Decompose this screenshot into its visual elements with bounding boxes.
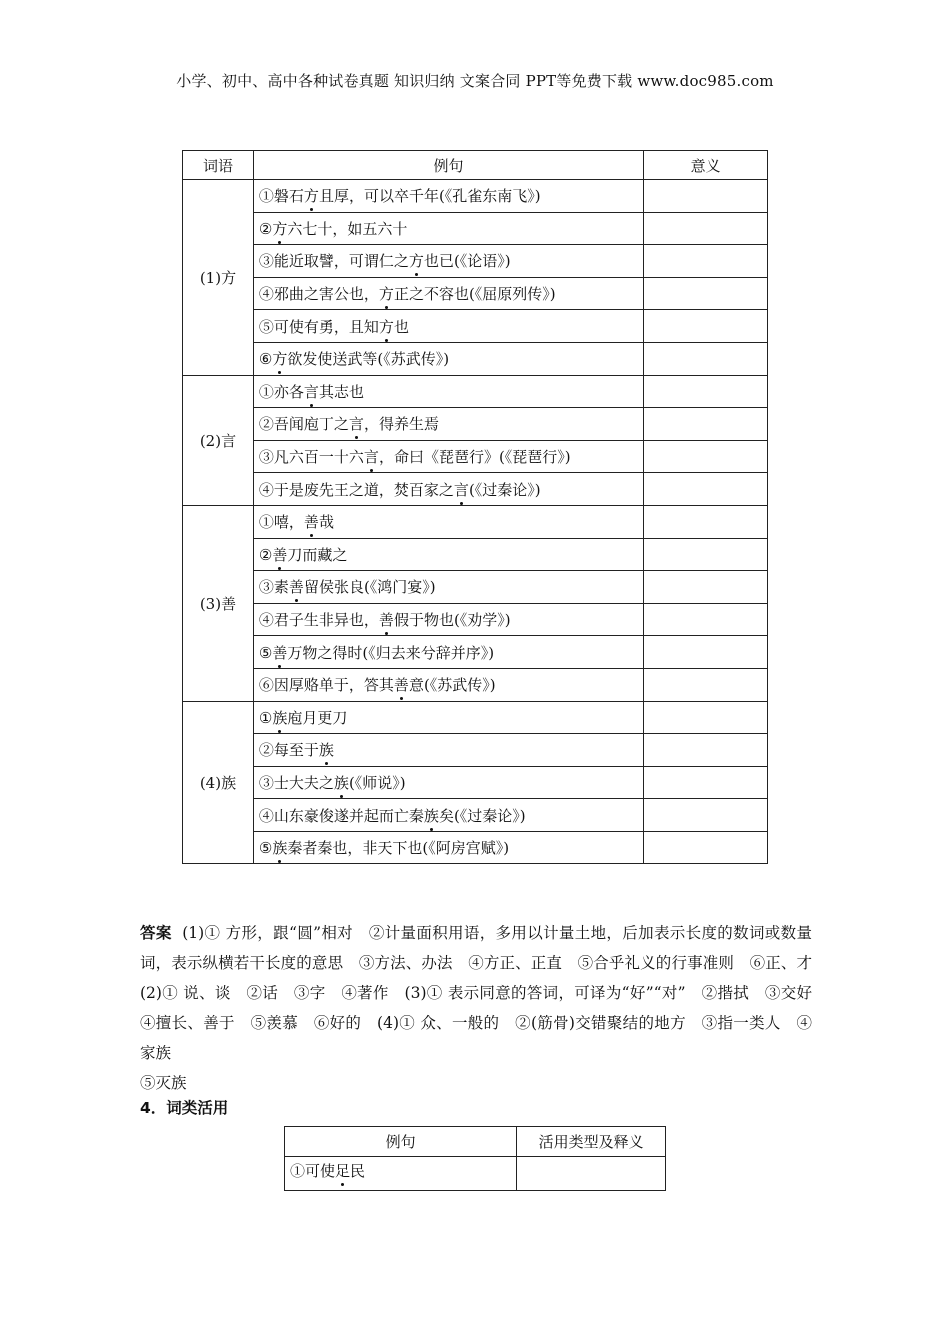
sentence-text: ②吾闻庖丁之 — [258, 415, 349, 434]
answer-block — [140, 918, 828, 1098]
sentence-text: ③能近取譬，可谓仁之 — [258, 252, 409, 271]
meaning-cell — [644, 701, 768, 734]
meaning-cell — [644, 636, 768, 669]
sentence-text: ④于是废先王之道，焚百家之 — [258, 480, 454, 499]
example-cell — [253, 831, 643, 864]
emphasis-dot-word: 善 — [272, 643, 288, 662]
meaning-cell — [644, 212, 768, 245]
sentence-text: 欲发使送武等(《苏武传》) — [287, 350, 450, 369]
example-cell — [253, 701, 643, 734]
example-cell — [253, 636, 643, 669]
sentence-text: 正之不容也(《屈原列传》) — [393, 285, 556, 304]
emphasis-dot-word: 善 — [288, 578, 304, 597]
emphasis-dot-word: 族 — [272, 839, 288, 858]
emphasis-dot-word: 方 — [408, 252, 424, 271]
sentence-text: 民 — [350, 1162, 366, 1180]
table-row — [183, 538, 768, 571]
sentence-text: 留侯张良(《鸿门宴》) — [303, 578, 436, 597]
table-row — [183, 668, 768, 701]
table-row — [183, 603, 768, 636]
sentence-text: 且厚，可以卒千年(《孔雀东南飞》) — [318, 187, 541, 206]
sentence-text: ④邪曲之害公也， — [258, 285, 379, 304]
table-row — [183, 375, 768, 408]
meaning-cell — [644, 571, 768, 604]
sentence-text: 庖月更刀 — [287, 708, 348, 727]
emphasis-dot-word: 方 — [272, 350, 288, 369]
meaning-cell — [644, 734, 768, 767]
meaning-cell — [644, 668, 768, 701]
column-header-example: 例句 — [285, 1127, 517, 1157]
sentence-text: 也 — [393, 317, 409, 336]
sentence-text: ③凡六百一十六 — [258, 448, 364, 467]
emphasis-dot-word: 方 — [378, 317, 394, 336]
emphasis-dot-word: 言 — [363, 448, 379, 467]
meaning-cell — [644, 505, 768, 538]
table-row — [183, 408, 768, 441]
emphasis-dot-word: 善 — [303, 513, 319, 532]
sentence-text: (《师说》) — [348, 773, 406, 792]
meaning-cell — [644, 766, 768, 799]
example-cell — [253, 571, 643, 604]
section-title-word-class: 4．词类活用 — [140, 1099, 229, 1117]
example-cell — [253, 310, 643, 343]
emphasis-dot-word: 族 — [272, 708, 288, 727]
emphasis-dot-word: 善 — [393, 676, 409, 695]
meaning-cell — [644, 245, 768, 278]
example-cell — [285, 1157, 517, 1191]
column-header-usage: 活用类型及释义 — [517, 1127, 666, 1157]
example-cell — [253, 212, 643, 245]
emphasis-dot-word: 言 — [348, 415, 364, 434]
sentence-text: 其志也 — [318, 382, 364, 401]
word-class-table-header — [285, 1127, 666, 1157]
example-cell — [253, 375, 643, 408]
sentence-text: ②每至于 — [258, 741, 319, 760]
sentence-text: ④君子生非异也， — [258, 611, 379, 630]
example-cell — [253, 245, 643, 278]
example-cell — [253, 342, 643, 375]
example-cell — [253, 473, 643, 506]
table-row — [183, 571, 768, 604]
meaning-cell — [644, 310, 768, 343]
emphasis-dot-word: 族 — [333, 773, 349, 792]
table-row — [183, 734, 768, 767]
emphasis-dot-word: 族 — [423, 806, 439, 825]
example-cell — [253, 180, 643, 213]
usage-cell — [517, 1157, 666, 1191]
sentence-text: 意(《苏武传》) — [408, 676, 496, 695]
meaning-cell — [644, 831, 768, 864]
table-row — [183, 342, 768, 375]
sentence-text: ①磐石 — [258, 187, 304, 206]
table-row — [183, 473, 768, 506]
answer-last-line: ⑤灭族 — [140, 1074, 187, 1092]
example-cell — [253, 277, 643, 310]
table-row — [183, 245, 768, 278]
sentence-text: ⑥因厚赂单于，答其 — [258, 676, 394, 695]
sentence-text: 哉 — [318, 513, 334, 532]
sentence-text: 秦者秦也，非天下也(《阿房宫赋》) — [287, 839, 510, 858]
sentence-text: 万物之得时(《归去来兮辞并序》) — [287, 643, 495, 662]
sentence-text: ③素 — [258, 578, 289, 597]
table-row — [183, 766, 768, 799]
sentence-text: 也已(《论语》) — [423, 252, 511, 271]
example-cell — [253, 538, 643, 571]
sentence-text: ④山东豪俊遂并起而亡秦 — [258, 806, 424, 825]
emphasis-dot-word: 方 — [272, 219, 288, 238]
table-row — [183, 831, 768, 864]
table-row — [183, 799, 768, 832]
sentence-text: ⑤可使有勇，且知 — [258, 317, 379, 336]
sentence-text: ② — [258, 219, 273, 238]
sentence-text: ① — [258, 708, 273, 727]
emphasis-dot-word: 方 — [378, 285, 394, 304]
table-row — [183, 180, 768, 213]
emphasis-dot-word: 言 — [453, 480, 469, 499]
column-header-word: 词语 — [183, 151, 254, 180]
word-class-table — [284, 1126, 666, 1191]
table-row — [285, 1157, 666, 1191]
table-row — [183, 212, 768, 245]
example-cell — [253, 505, 643, 538]
meaning-cell — [644, 440, 768, 473]
emphasis-dot-word: 族 — [318, 741, 334, 760]
example-cell — [253, 408, 643, 441]
emphasis-dot-word: 善 — [272, 545, 288, 564]
sentence-text: ⑤ — [258, 643, 273, 662]
sentence-text: 假于物也(《劝学》) — [393, 611, 511, 630]
sentence-text: ③士大夫之 — [258, 773, 334, 792]
example-cell — [253, 603, 643, 636]
sentence-text: ，得养生焉 — [363, 415, 439, 434]
word-cell: (1)方 — [183, 180, 254, 376]
table-row — [183, 505, 768, 538]
meaning-cell — [644, 473, 768, 506]
meaning-cell — [644, 538, 768, 571]
sentence-text: ⑤ — [258, 839, 273, 858]
column-header-meaning: 意义 — [644, 151, 768, 180]
table-row — [183, 310, 768, 343]
example-cell — [253, 799, 643, 832]
example-cell — [253, 440, 643, 473]
example-cell — [253, 734, 643, 767]
sentence-text: (《过秦论》) — [468, 480, 541, 499]
meaning-cell — [644, 799, 768, 832]
sentence-text: ，命曰《琵琶行》(《琵琶行》) — [378, 448, 571, 467]
word-cell: (3)善 — [183, 505, 254, 701]
example-cell — [253, 668, 643, 701]
table-row — [183, 636, 768, 669]
emphasis-dot-word: 方 — [303, 187, 319, 206]
example-cell — [253, 766, 643, 799]
meaning-cell — [644, 342, 768, 375]
emphasis-dot-word: 足 — [335, 1162, 351, 1180]
sentence-text: 六七十，如五六十 — [287, 219, 408, 238]
column-header-example: 例句 — [253, 151, 643, 180]
emphasis-dot-word: 善 — [378, 611, 394, 630]
emphasis-dot-word: 言 — [303, 382, 319, 401]
meaning-cell — [644, 277, 768, 310]
vocabulary-table — [182, 150, 768, 864]
sentence-text: ①嘻， — [258, 513, 304, 532]
sentence-text: ⑥ — [258, 350, 273, 369]
meaning-cell — [644, 408, 768, 441]
page-header: 小学、初中、高中各种试卷真题 知识归纳 文案合同 PPT等免费下载 www.doc985.com — [176, 72, 774, 90]
vocabulary-table-header — [183, 151, 768, 180]
meaning-cell — [644, 603, 768, 636]
table-row — [183, 440, 768, 473]
table-row — [183, 701, 768, 734]
word-cell: (2)言 — [183, 375, 254, 505]
sentence-text: 刀而藏之 — [287, 545, 348, 564]
table-row — [183, 277, 768, 310]
word-cell: (4)族 — [183, 701, 254, 864]
sentence-text: ①可使 — [290, 1162, 336, 1180]
answer-label: 答案 — [140, 924, 172, 942]
sentence-text: 矣(《过秦论》) — [438, 806, 526, 825]
meaning-cell — [644, 375, 768, 408]
meaning-cell — [644, 180, 768, 213]
answer-text: (1)① 方形，跟“圆”相对 ②计量面积用语，多用以计量土地，后加表示长度的数词或数量词，表示纵横若干长度的意思 ③方法、办法 ④方正、正直 ⑤合乎礼义的行事准则 ⑥正、才 (2)① 说、谈 ②话 ③字 ④著作 (3)① 表示同意的答词，可译为“好”“对” ②揩拭 ③交好 ④擅长、善于 ⑤羡慕 ⑥好的 (4)① 众、一般的 ②(筋骨)交错聚结的地方 ③指一类人 ④家族 — [140, 924, 828, 1062]
sentence-text: ② — [258, 545, 273, 564]
sentence-text: ①亦各 — [258, 382, 304, 401]
